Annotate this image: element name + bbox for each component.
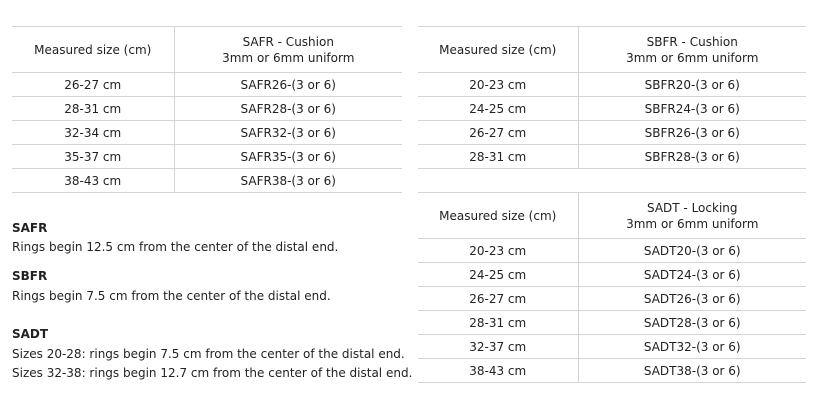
code-cell: SAFR28-(3 or 6) [174, 97, 402, 121]
size-cell: 24-25 cm [418, 97, 578, 121]
size-cell: 20-23 cm [418, 73, 578, 97]
table-row [12, 73, 402, 97]
code-cell: SAFR32-(3 or 6) [174, 121, 402, 145]
code-cell: SBFR24-(3 or 6) [578, 97, 806, 121]
product-header [578, 27, 806, 73]
sadt-note-text-2: Sizes 32-38: rings begin 12.7 cm from the center of the distal end. [12, 366, 413, 380]
safr-size-table [12, 26, 402, 193]
product-name: SADT - Locking [647, 200, 738, 215]
sadt-size-table [418, 192, 806, 383]
table-header-row [418, 27, 806, 73]
table-row [418, 335, 806, 359]
table-row [12, 97, 402, 121]
table-row [418, 73, 806, 97]
sadt-note-text-1: Sizes 20-28: rings begin 7.5 cm from the center of the distal end. [12, 347, 405, 361]
size-cell: 38-43 cm [12, 169, 174, 193]
product-thickness: 3mm or 6mm uniform [626, 50, 759, 65]
size-cell: 28-31 cm [418, 311, 578, 335]
code-cell: SADT38-(3 or 6) [578, 359, 806, 383]
code-cell: SAFR35-(3 or 6) [174, 145, 402, 169]
product-name: SAFR - Cushion [242, 34, 334, 49]
code-cell: SBFR26-(3 or 6) [578, 121, 806, 145]
safr-note-text: Rings begin 12.5 cm from the center of the distal end. [12, 240, 339, 254]
table-row [418, 121, 806, 145]
product-thickness: 3mm or 6mm uniform [222, 50, 355, 65]
table-row [418, 145, 806, 169]
code-cell: SADT20-(3 or 6) [578, 239, 806, 263]
table-row [12, 145, 402, 169]
size-cell: 24-25 cm [418, 263, 578, 287]
measured-size-header: Measured size (cm) [12, 27, 174, 73]
table-row [418, 287, 806, 311]
sbfr-note-title: SBFR [12, 269, 48, 283]
table-row [12, 169, 402, 193]
size-cell: 26-27 cm [12, 73, 174, 97]
sadt-note-title: SADT [12, 327, 49, 341]
code-cell: SADT28-(3 or 6) [578, 311, 806, 335]
code-cell: SADT32-(3 or 6) [578, 335, 806, 359]
size-cell: 28-31 cm [418, 145, 578, 169]
size-cell: 26-27 cm [418, 121, 578, 145]
code-cell: SADT24-(3 or 6) [578, 263, 806, 287]
code-cell: SBFR20-(3 or 6) [578, 73, 806, 97]
size-cell: 32-37 cm [418, 335, 578, 359]
table-row [12, 121, 402, 145]
table-header-row [12, 27, 402, 73]
sbfr-note-text: Rings begin 7.5 cm from the center of the distal end. [12, 289, 331, 303]
code-cell: SAFR38-(3 or 6) [174, 169, 402, 193]
product-thickness: 3mm or 6mm uniform [626, 216, 759, 231]
size-cell: 35-37 cm [12, 145, 174, 169]
table-row [418, 239, 806, 263]
code-cell: SBFR28-(3 or 6) [578, 145, 806, 169]
size-cell: 38-43 cm [418, 359, 578, 383]
table-row [418, 311, 806, 335]
size-cell: 20-23 cm [418, 239, 578, 263]
size-cell: 26-27 cm [418, 287, 578, 311]
safr-note-title: SAFR [12, 221, 48, 235]
table-row [418, 359, 806, 383]
table-header-row [418, 193, 806, 239]
measured-size-header: Measured size (cm) [418, 193, 578, 239]
size-cell: 28-31 cm [12, 97, 174, 121]
code-cell: SAFR26-(3 or 6) [174, 73, 402, 97]
product-header [174, 27, 402, 73]
product-header [578, 193, 806, 239]
code-cell: SADT26-(3 or 6) [578, 287, 806, 311]
table-row [418, 97, 806, 121]
size-cell: 32-34 cm [12, 121, 174, 145]
product-name: SBFR - Cushion [646, 34, 738, 49]
sbfr-size-table [418, 26, 806, 169]
table-row [418, 263, 806, 287]
measured-size-header: Measured size (cm) [418, 27, 578, 73]
